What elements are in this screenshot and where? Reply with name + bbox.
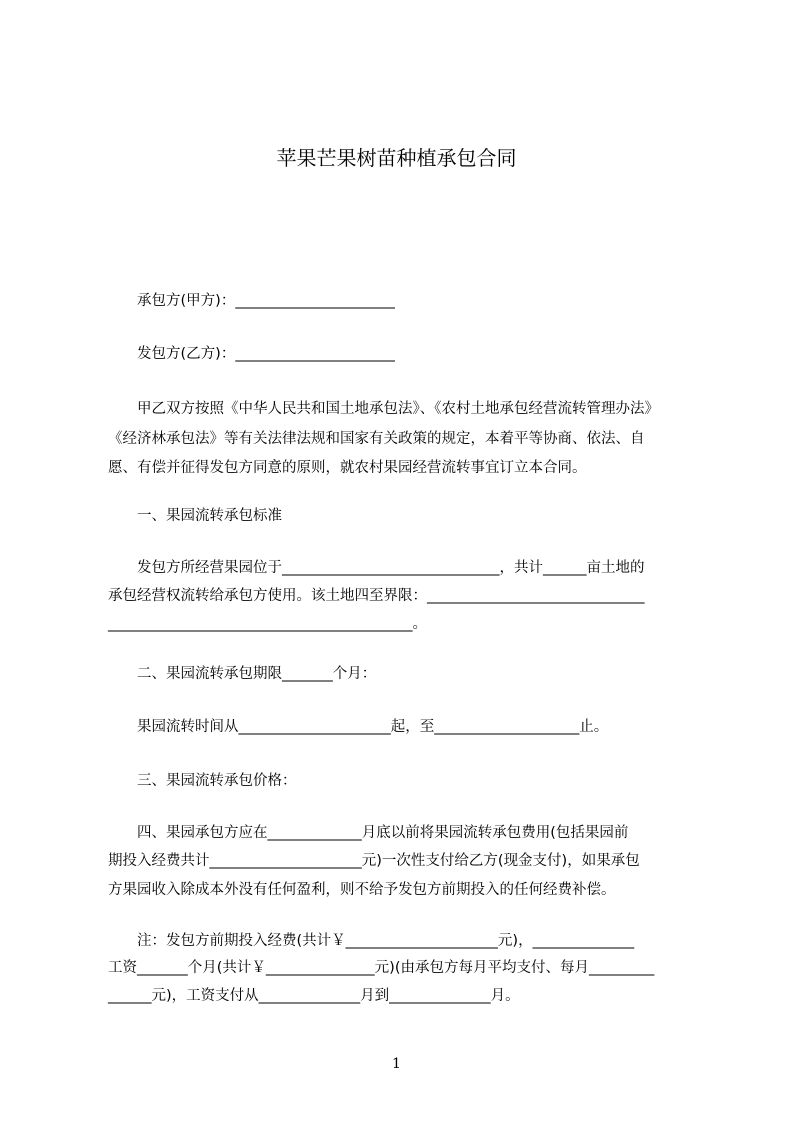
document-title: 苹果芒果树苗种植承包合同 [276, 146, 517, 170]
note-line-1: 注：发包方前期投入经费(共计￥_____________________元)，______________ [137, 933, 635, 949]
note-line-3: ______元)，工资支付从______________月到______________月。 [108, 988, 520, 1004]
section-1-heading: 一、果园流转承包标准 [137, 508, 282, 524]
section-3-heading: 三、果园流转承包价格： [137, 773, 297, 789]
section-4-line-2: 期投入经费共计_____________________元)一次性支付给乙方(现金支付)，如果承包 [108, 853, 640, 869]
preamble-line-3: 愿、有偿并征得发包方同意的原则，就农村果园经营流转事宜订立本合同。 [108, 460, 587, 476]
note-line-2: 工资_______个月(共计￥_______________元)(由承包方每月平均支付、每月_________ [108, 960, 655, 976]
section-4-line-3: 方果园收入除成本外没有任何盈利，则不给予发包方前期投入的任何经费补偿。 [108, 882, 616, 898]
contractee-party-b: 发包方(乙方)：______________________ [137, 346, 395, 362]
preamble-line-2: 《经济林承包法》等有关法律法规和国家有关政策的规定，本着平等协商、依法、自 [108, 431, 645, 447]
section-1-line-2: 承包经营权流转给承包方使用。该土地四至界限：______________________________ [108, 588, 645, 604]
section-1-line-3: __________________________________________。 [108, 616, 427, 632]
preamble-line-1: 甲乙双方按照《中华人民共和国土地承包法》、《农村土地承包经营流转管理办法》 [137, 401, 659, 417]
section-4-line-1: 四、果园承包方应在_____________月底以前将果园流转承包费用(包括果园前 [137, 825, 629, 841]
section-2-heading: 二、果园流转承包期限_______个月： [137, 666, 377, 682]
section-1-line-1: 发包方所经营果园位于______________________________，共计______亩土地的 [137, 560, 645, 576]
contractor-party-a: 承包方(甲方)：______________________ [137, 293, 395, 309]
section-2-period: 果园流转时间从_____________________起，至____________________止。 [137, 719, 609, 735]
page-number: 1 [392, 1056, 401, 1072]
